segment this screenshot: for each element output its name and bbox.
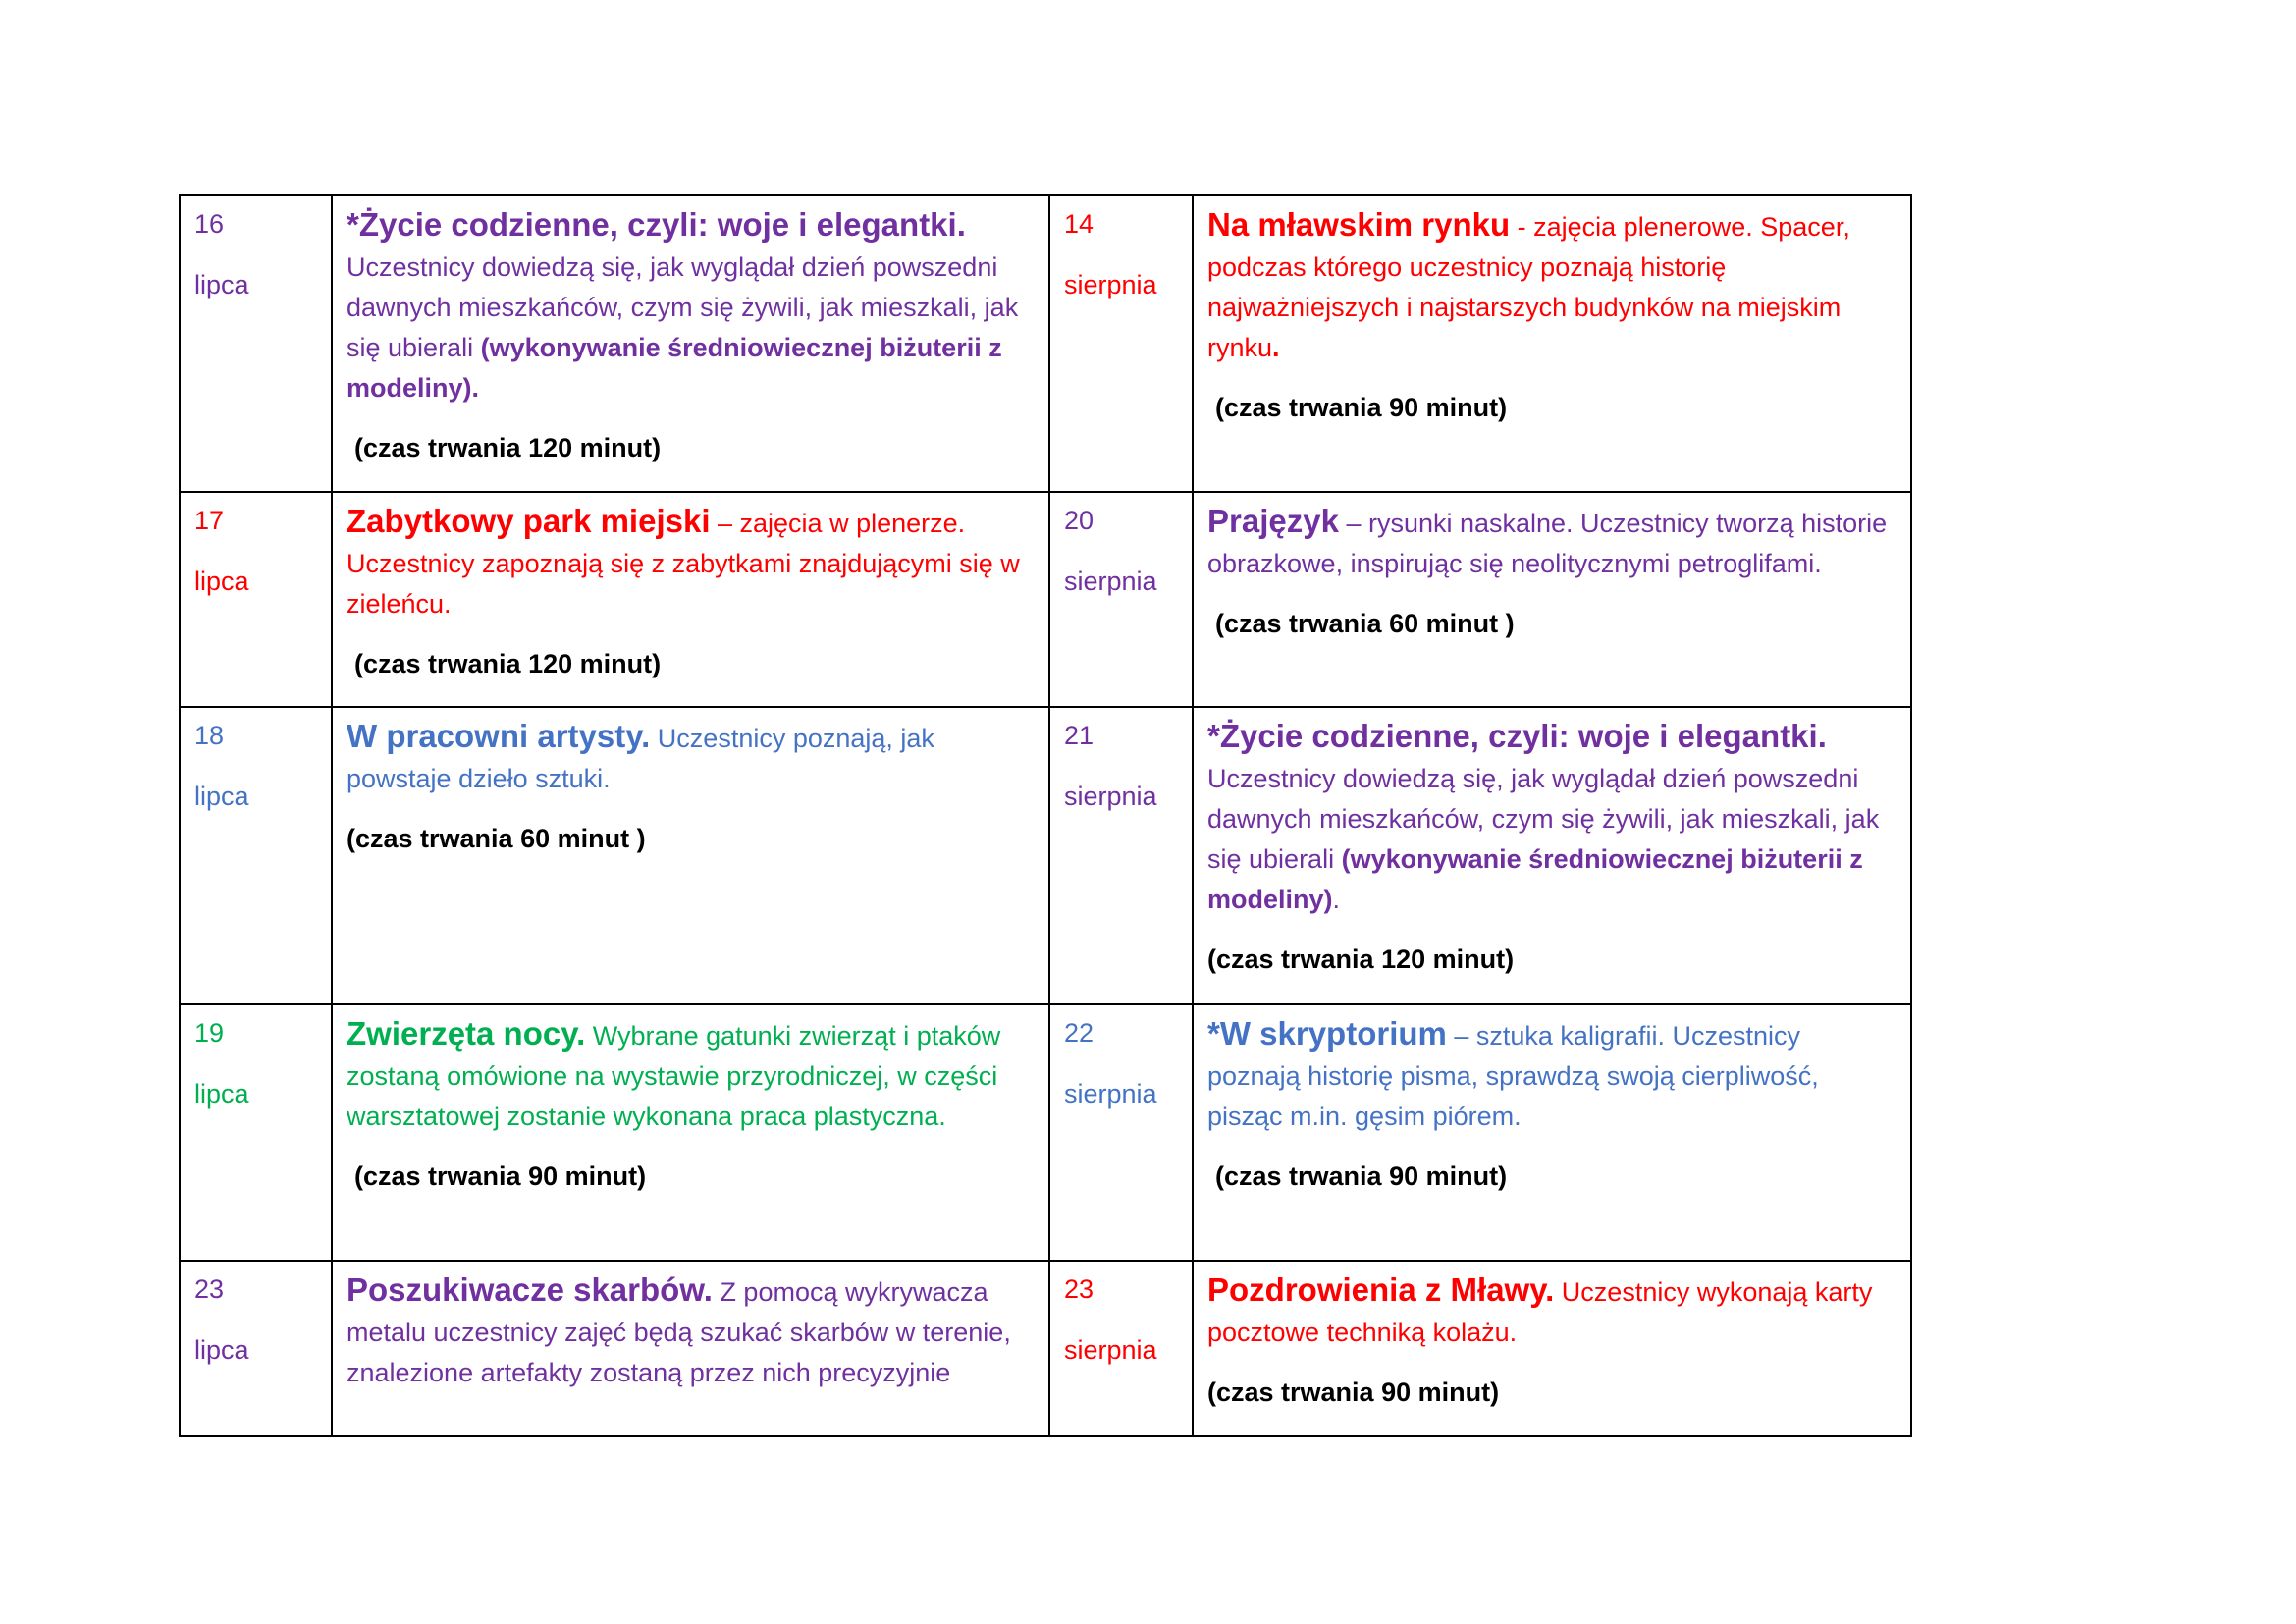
table-row: [180, 492, 1911, 707]
activity-description: – rysunki naskalne. Uczestnicy tworzą historie obrazkowe, inspirując się neolitycznymi petroglifami.: [1207, 509, 1888, 578]
activity-cell: [332, 492, 1049, 707]
table-row: [180, 707, 1911, 1004]
activity-cell: [332, 195, 1049, 492]
activity-description: Uczestnicy poznają, jak powstaje dzieło sztuki.: [347, 724, 934, 793]
activity-duration: (czas trwania 60 minut ): [347, 824, 646, 853]
activity-cell: [1193, 707, 1911, 1004]
activity-description-bold: .: [1272, 333, 1280, 362]
month-name: sierpnia: [1064, 1079, 1157, 1109]
day-number: 17: [194, 506, 225, 535]
month-name: lipca: [194, 270, 249, 299]
activity-cell: [332, 1004, 1049, 1261]
activity-cell: [1193, 195, 1911, 492]
date-cell: [180, 195, 332, 492]
activity-title: *Życie codzienne, czyli: woje i elegantki.: [1207, 718, 1827, 754]
date-cell: [180, 1004, 332, 1261]
date-cell: [1049, 707, 1193, 1004]
activity-description: – sztuka kaligrafii. Uczestnicy poznają historię pisma, sprawdzą swoją cierpliwość, pisząc m.in. gęsim piórem.: [1207, 1021, 1819, 1131]
activity-title: Poszukiwacze skarbów.: [347, 1272, 713, 1308]
activity-description: Uczestnicy dowiedzą się, jak wyglądał dzień powszedni dawnych mieszkańców, czym się żywili, jak mieszkali, jak się ubierali: [1207, 764, 1880, 874]
date-cell: [1049, 1261, 1193, 1436]
month-name: sierpnia: [1064, 782, 1157, 811]
activity-title: *W skryptorium: [1207, 1015, 1447, 1052]
activity-description-bold: (wykonywanie średniowiecznej biżuterii z modeliny): [1207, 844, 1863, 914]
month-name: sierpnia: [1064, 1335, 1157, 1365]
activity-cell: [1193, 1004, 1911, 1261]
table-row: [180, 1004, 1911, 1261]
day-number: 16: [194, 209, 225, 239]
date-cell: [1049, 492, 1193, 707]
activity-description-end: .: [1332, 885, 1341, 914]
activity-duration: (czas trwania 60 minut ): [1215, 609, 1515, 638]
day-number: 22: [1064, 1018, 1095, 1048]
activity-title: *Życie codzienne, czyli: woje i elegantki.: [347, 206, 966, 243]
month-name: lipca: [194, 567, 249, 596]
date-cell: [180, 707, 332, 1004]
activity-title: Zabytkowy park miejski: [347, 503, 711, 539]
activity-title: Prajęzyk: [1207, 503, 1339, 539]
activity-duration: (czas trwania 90 minut): [1207, 1378, 1500, 1407]
date-cell: [1049, 1004, 1193, 1261]
month-name: sierpnia: [1064, 270, 1157, 299]
day-number: 23: [1064, 1274, 1095, 1304]
activity-title: Na mławskim rynku: [1207, 206, 1511, 243]
month-name: lipca: [194, 1335, 249, 1365]
activity-description-bold: (wykonywanie średniowiecznej biżuterii z modeliny).: [347, 333, 1002, 403]
activity-description: Z pomocą wykrywacza metalu uczestnicy zajęć będą szukać skarbów w terenie, znalezione artefakty zostaną przez nich precyzyjnie: [347, 1277, 1011, 1387]
day-number: 21: [1064, 721, 1095, 750]
day-number: 18: [194, 721, 225, 750]
activity-cell: [332, 1261, 1049, 1436]
activity-description: – zajęcia w plenerze. Uczestnicy zapoznają się z zabytkami znajdującymi się w zieleńcu.: [347, 509, 1020, 619]
activity-title: Zwierzęta nocy.: [347, 1015, 586, 1052]
month-name: lipca: [194, 782, 249, 811]
table-row: [180, 195, 1911, 492]
activity-duration: (czas trwania 90 minut): [1215, 393, 1508, 422]
day-number: 19: [194, 1018, 225, 1048]
activity-duration: (czas trwania 120 minut): [354, 433, 662, 462]
month-name: sierpnia: [1064, 567, 1157, 596]
activity-duration: (czas trwania 90 minut): [1215, 1162, 1508, 1191]
activity-duration: (czas trwania 90 minut): [354, 1162, 647, 1191]
date-cell: [180, 1261, 332, 1436]
activity-cell: [1193, 492, 1911, 707]
activity-title: Pozdrowienia z Mławy.: [1207, 1272, 1555, 1308]
activity-description: - zajęcia plenerowe. Spacer, podczas którego uczestnicy poznają historię najważniejszych i najstarszych budynków na miejskim rynku: [1207, 212, 1850, 362]
date-cell: [1049, 195, 1193, 492]
activity-title: W pracowni artysty.: [347, 718, 651, 754]
month-name: lipca: [194, 1079, 249, 1109]
day-number: 20: [1064, 506, 1095, 535]
activity-cell: [332, 707, 1049, 1004]
activity-description: Wybrane gatunki zwierząt i ptaków zostaną omówione na wystawie przyrodniczej, w części warsztatowej zostanie wykonana praca plastyczna.: [347, 1021, 1001, 1131]
day-number: 14: [1064, 209, 1095, 239]
activity-description: Uczestnicy wykonają karty pocztowe techniką kolażu.: [1207, 1277, 1873, 1347]
day-number: 23: [194, 1274, 225, 1304]
schedule-table: [179, 194, 1912, 1437]
activity-description: Uczestnicy dowiedzą się, jak wyglądał dzień powszedni dawnych mieszkańców, czym się żywili, jak mieszkali, jak się ubierali: [347, 252, 1019, 362]
activity-duration: (czas trwania 120 minut): [1207, 945, 1515, 974]
table-row: [180, 1261, 1911, 1436]
activity-cell: [1193, 1261, 1911, 1436]
date-cell: [180, 492, 332, 707]
activity-duration: (czas trwania 120 minut): [354, 649, 662, 678]
